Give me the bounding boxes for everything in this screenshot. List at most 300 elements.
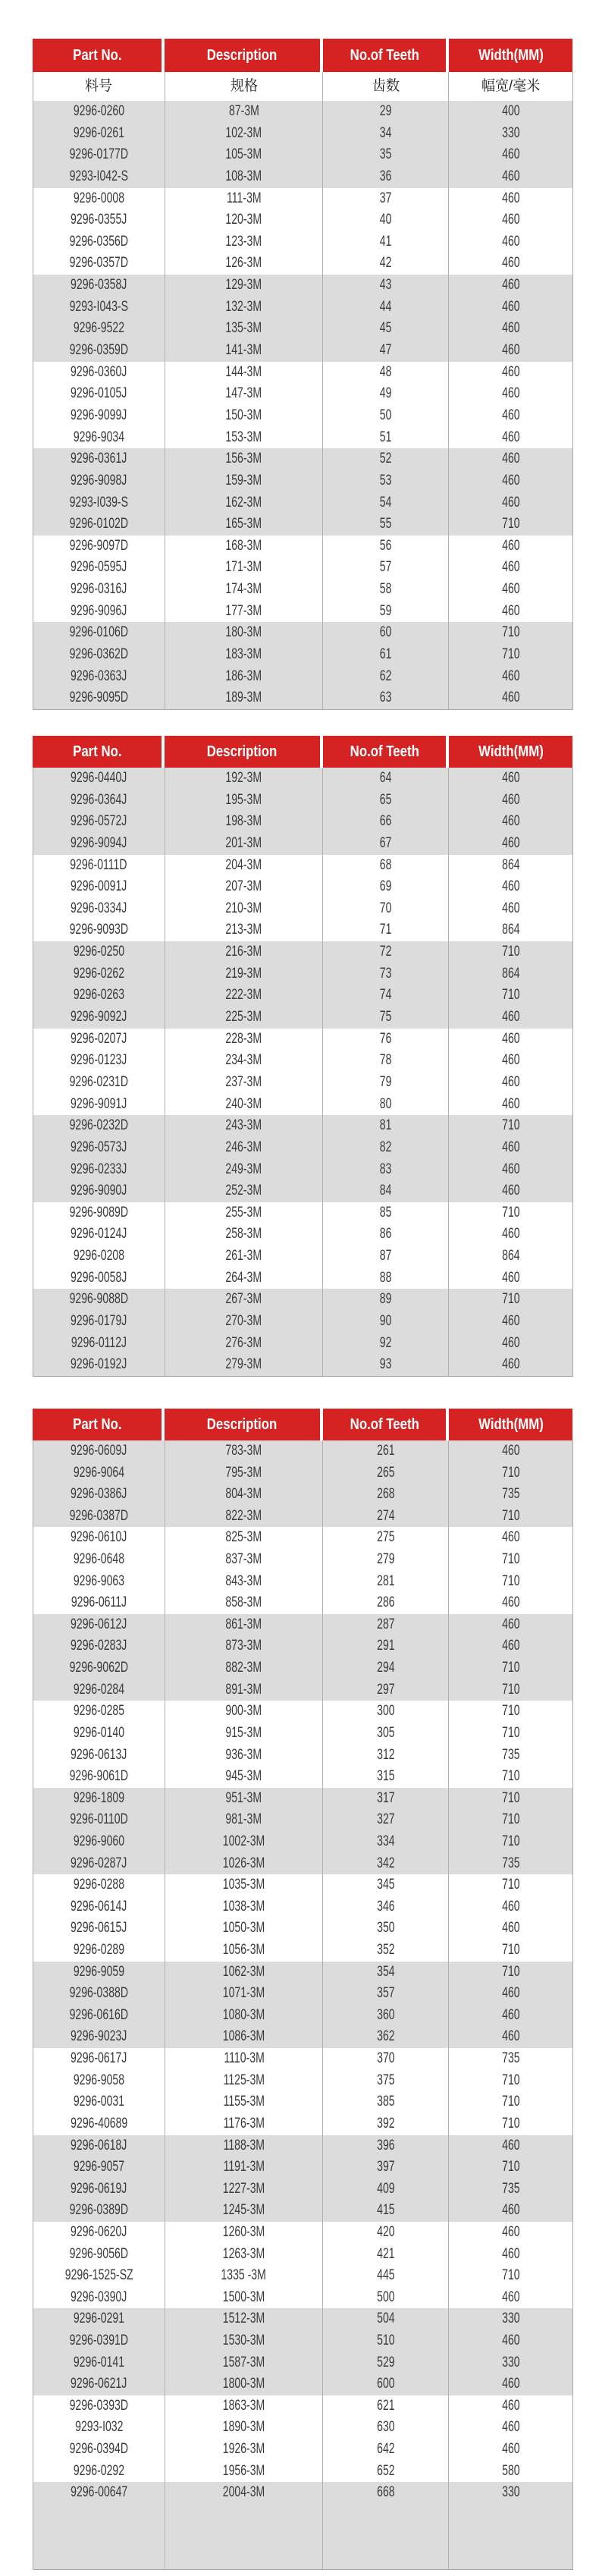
cell-part-no-value: 9296-0285	[73, 1703, 124, 1720]
cell-width-value: 460	[501, 298, 520, 315]
cell-width-value: 460	[501, 2137, 520, 2153]
cell-part-no	[33, 2352, 165, 2374]
cell-width	[449, 144, 572, 166]
cell-width	[449, 2026, 572, 2048]
cell-part-no	[33, 1745, 165, 1767]
cell-description-value: 981-3M	[225, 1811, 262, 1828]
cell-width	[449, 2265, 572, 2287]
cell-description-value: 156-3M	[225, 451, 262, 467]
cell-part-no	[33, 2048, 165, 2070]
cell-description	[165, 2048, 324, 2070]
cell-description	[165, 1094, 324, 1116]
cell-description-value: 843-3M	[225, 1572, 262, 1589]
cell-part-no-value: 9296-9091J	[71, 1095, 127, 1112]
cell-teeth-value: 312	[377, 1746, 395, 1763]
cell-description-value: 825-3M	[225, 1529, 262, 1546]
cell-width-value: 460	[501, 668, 520, 684]
cell-description	[165, 1527, 324, 1549]
cell-width	[449, 340, 572, 362]
cell-description	[165, 1896, 324, 1918]
column-subheader-label: 幅宽/毫米	[481, 78, 541, 94]
table-row	[33, 1333, 572, 1355]
cell-width	[449, 855, 572, 877]
cell-description-value: 1050-3M	[222, 1920, 265, 1937]
table-row	[33, 1115, 572, 1137]
cell-teeth-value: 35	[380, 146, 392, 163]
cell-description	[165, 209, 324, 231]
cell-width	[449, 166, 572, 188]
cell-width-value: 710	[501, 1703, 520, 1720]
cell-description	[165, 2265, 324, 2287]
cell-part-no	[33, 2026, 165, 2048]
table-row	[33, 601, 572, 623]
parts-table-1	[33, 39, 573, 710]
cell-description-value: 132-3M	[225, 298, 262, 315]
cell-width-value: 460	[501, 494, 520, 510]
cell-part-no	[33, 2265, 165, 2287]
cell-description-value: 804-3M	[225, 1486, 262, 1503]
cell-teeth	[323, 2157, 449, 2179]
cell-width	[449, 1809, 572, 1831]
cell-description-value: 174-3M	[225, 581, 262, 598]
cell-part-no	[33, 1072, 165, 1094]
cell-width-value: 330	[501, 2311, 520, 2327]
cell-description	[165, 1745, 324, 1767]
cell-teeth-value: 265	[377, 1464, 395, 1481]
cell-part-no-value: 9296-0393D	[69, 2397, 129, 2414]
cell-part-no-value: 9296-0106D	[69, 624, 129, 641]
cell-description-value: 210-3M	[225, 900, 262, 916]
cell-teeth	[323, 919, 449, 941]
cell-width	[449, 1007, 572, 1029]
cell-description-value: 201-3M	[225, 834, 262, 851]
cell-description-value: 111-3M	[226, 190, 262, 206]
cell-part-no-value: 9296-0289	[73, 1942, 124, 1959]
cell-width-value: 710	[501, 944, 520, 960]
cell-width-value: 460	[501, 1898, 520, 1915]
cell-description-value: 153-3M	[225, 429, 262, 445]
cell-width-value: 460	[501, 1356, 520, 1373]
cell-teeth	[323, 1289, 449, 1311]
cell-teeth	[323, 557, 449, 579]
column-header-label: Description	[207, 1416, 278, 1433]
cell-part-no	[33, 1180, 165, 1202]
cell-part-no-value: 9296-0058J	[71, 1269, 127, 1286]
cell-teeth	[323, 2244, 449, 2266]
cell-width	[449, 919, 572, 941]
cell-teeth-value: 370	[377, 2050, 395, 2067]
column-header	[33, 1409, 165, 1440]
cell-teeth	[323, 231, 449, 253]
cell-description-value: 822-3M	[225, 1507, 262, 1524]
cell-teeth-value: 385	[377, 2094, 395, 2110]
cell-description	[165, 1723, 324, 1745]
table-row	[33, 1657, 572, 1679]
cell-description-value: 951-3M	[225, 1789, 262, 1806]
cell-part-no-value: 9296-0610J	[71, 1529, 127, 1546]
cell-teeth	[323, 1268, 449, 1290]
cell-description-value: 180-3M	[225, 624, 262, 641]
table-row	[33, 297, 572, 319]
cell-width	[449, 2482, 572, 2504]
cell-width	[449, 1592, 572, 1614]
cell-teeth-value: 68	[380, 856, 392, 873]
cell-description-value: 147-3M	[225, 385, 262, 402]
cell-part-no	[33, 2091, 165, 2113]
cell-part-no	[33, 1527, 165, 1549]
cell-width	[449, 2525, 572, 2547]
cell-teeth	[323, 2417, 449, 2439]
cell-teeth	[323, 1701, 449, 1723]
cell-teeth	[323, 1311, 449, 1333]
cell-width-value: 460	[501, 581, 520, 598]
table-row	[33, 275, 572, 297]
column-header	[33, 736, 165, 768]
column-subheader-cn	[33, 72, 165, 101]
table-row	[33, 492, 572, 514]
table-row	[33, 231, 572, 253]
cell-teeth-value: 500	[377, 2289, 395, 2305]
cell-part-no-value: 9296-0232D	[69, 1117, 129, 1134]
cell-description	[165, 2113, 324, 2135]
cell-part-no-value: 9296-0263	[73, 987, 124, 1004]
cell-width-value: 460	[501, 2397, 520, 2414]
cell-description-value: 87-3M	[228, 103, 259, 119]
column-header	[323, 1409, 449, 1440]
cell-teeth-value: 85	[380, 1204, 392, 1220]
cell-description-value: 213-3M	[225, 922, 262, 938]
cell-teeth	[323, 1940, 449, 1962]
table-header-row	[33, 39, 573, 72]
cell-part-no	[33, 2113, 165, 2135]
table-row	[33, 833, 572, 855]
table-row	[33, 1809, 572, 1831]
cell-teeth-value: 80	[380, 1095, 392, 1112]
cell-width-value: 460	[501, 1334, 520, 1351]
cell-part-no-value: 9296-40689	[70, 2115, 127, 2131]
cell-width	[449, 1657, 572, 1679]
cell-width	[449, 2308, 572, 2330]
cell-width-value: 460	[501, 878, 520, 895]
cell-width	[449, 1202, 572, 1224]
cell-teeth	[323, 2547, 449, 2569]
table-row	[33, 123, 572, 145]
cell-width-value: 710	[501, 1117, 520, 1134]
cell-description	[165, 790, 324, 812]
cell-width-value: 460	[501, 1161, 520, 1177]
cell-teeth	[323, 1440, 449, 1462]
cell-part-no-value: 9296-9061D	[69, 1768, 129, 1785]
cell-teeth	[323, 2439, 449, 2461]
cell-part-no	[33, 2244, 165, 2266]
cell-teeth-value: 29	[380, 103, 392, 119]
cell-teeth	[323, 1788, 449, 1810]
cell-teeth	[323, 985, 449, 1007]
cell-description	[165, 919, 324, 941]
cell-width	[449, 1874, 572, 1896]
cell-teeth-value: 89	[380, 1291, 392, 1308]
cell-teeth-value: 354	[377, 1963, 395, 1980]
cell-teeth	[323, 1333, 449, 1355]
cell-part-no-value: 9296-0288	[73, 1877, 124, 1893]
cell-description-value: 126-3M	[225, 255, 262, 272]
cell-part-no	[33, 601, 165, 623]
cell-description-value: 900-3M	[225, 1703, 262, 1720]
cell-part-no	[33, 123, 165, 145]
table-body	[33, 1440, 573, 2570]
cell-part-no-value: 9296-0357D	[69, 255, 129, 272]
cell-width	[449, 1635, 572, 1657]
cell-part-no-value: 9296-0363J	[71, 668, 127, 684]
cell-width	[449, 557, 572, 579]
cell-description	[165, 2395, 324, 2417]
cell-width-value: 460	[501, 602, 520, 619]
cell-teeth	[323, 275, 449, 297]
cell-description	[165, 2244, 324, 2266]
cell-description	[165, 1918, 324, 1940]
cell-part-no-value: 9296-0102D	[69, 516, 129, 532]
cell-description-value: 228-3M	[225, 1030, 262, 1047]
cell-description	[165, 1029, 324, 1051]
cell-width-value: 460	[501, 277, 520, 294]
cell-teeth-value: 92	[380, 1334, 392, 1351]
cell-part-no	[33, 985, 165, 1007]
cell-part-no	[33, 1940, 165, 1962]
cell-width-value: 460	[501, 1920, 520, 1937]
cell-width	[449, 1137, 572, 1159]
cell-teeth-value: 397	[377, 2159, 395, 2175]
cell-teeth-value: 652	[377, 2462, 395, 2479]
cell-width-value: 460	[501, 1095, 520, 1112]
cell-part-no-value: 9296-0613J	[71, 1746, 127, 1763]
cell-teeth	[323, 2525, 449, 2547]
column-subheader-label: 料号	[85, 78, 113, 94]
cell-teeth	[323, 514, 449, 536]
cell-description-value: 1002-3M	[222, 1833, 265, 1849]
cell-part-no	[33, 1788, 165, 1810]
cell-teeth	[323, 1766, 449, 1788]
cell-teeth	[323, 340, 449, 362]
cell-description	[165, 383, 324, 405]
cell-part-no-value: 9296-9062D	[69, 1660, 129, 1676]
cell-teeth	[323, 101, 449, 123]
table-row	[33, 2461, 572, 2483]
cell-part-no-value: 9296-0112J	[71, 1334, 127, 1351]
cell-description-value: 243-3M	[225, 1117, 262, 1134]
cell-width-value: 460	[501, 342, 520, 359]
cell-description-value: 246-3M	[225, 1139, 262, 1155]
cell-teeth	[323, 941, 449, 963]
cell-description	[165, 687, 324, 709]
table-row	[33, 1766, 572, 1788]
cell-part-no	[33, 1635, 165, 1657]
cell-description-value: 177-3M	[225, 602, 262, 619]
cell-teeth-value: 50	[380, 407, 392, 423]
cell-description-value: 882-3M	[225, 1660, 262, 1676]
cell-teeth	[323, 1180, 449, 1202]
cell-teeth	[323, 1592, 449, 1614]
cell-width	[449, 1549, 572, 1571]
cell-width-value: 710	[501, 2094, 520, 2110]
cell-description-value: 1086-3M	[222, 2028, 265, 2045]
cell-teeth	[323, 2179, 449, 2201]
cell-part-no	[33, 2222, 165, 2244]
cell-part-no-value: 9296-9063	[73, 1572, 124, 1589]
cell-width	[449, 1180, 572, 1202]
cell-part-no-value: 9296-0359D	[69, 342, 129, 359]
cell-width-value: 400	[501, 103, 520, 119]
cell-teeth	[323, 1137, 449, 1159]
cell-width	[449, 1962, 572, 1984]
cell-width-value: 460	[501, 2376, 520, 2392]
cell-teeth-value: 352	[377, 1942, 395, 1959]
cell-width	[449, 1224, 572, 1246]
table-row	[33, 1940, 572, 1962]
cell-teeth-value: 291	[377, 1638, 395, 1654]
column-header	[449, 1409, 572, 1440]
cell-width	[449, 1766, 572, 1788]
cell-part-no-value: 9296-9095D	[69, 690, 129, 706]
table-row	[33, 1029, 572, 1051]
cell-description	[165, 1159, 324, 1181]
cell-description	[165, 1440, 324, 1462]
cell-width	[449, 2048, 572, 2070]
cell-width	[449, 2439, 572, 2461]
cell-width	[449, 427, 572, 449]
cell-description	[165, 492, 324, 514]
cell-width	[449, 1853, 572, 1875]
table-row	[33, 2200, 572, 2222]
cell-width	[449, 1311, 572, 1333]
cell-width	[449, 1050, 572, 1072]
cell-part-no-value: 9296-0364J	[71, 791, 127, 808]
cell-width-value: 460	[501, 1269, 520, 1286]
cell-width-value: 710	[501, 1963, 520, 1980]
cell-part-no-value: 9296-0595J	[71, 559, 127, 576]
cell-part-no	[33, 790, 165, 812]
cell-description-value: 1500-3M	[222, 2289, 265, 2305]
cell-description-value: 225-3M	[225, 1009, 262, 1026]
cell-teeth	[323, 2308, 449, 2330]
column-subheader-cn	[449, 72, 572, 101]
cell-part-no-value: 9296-0573J	[71, 1139, 127, 1155]
table-row	[33, 1853, 572, 1875]
cell-teeth-value: 315	[377, 1768, 395, 1785]
cell-teeth-value: 79	[380, 1073, 392, 1090]
cell-teeth-value: 87	[380, 1248, 392, 1264]
cell-part-no	[33, 253, 165, 275]
cell-teeth	[323, 811, 449, 833]
column-subheader-label: 规格	[230, 78, 258, 94]
cell-width	[449, 1268, 572, 1290]
cell-description-value: 1512-3M	[222, 2311, 265, 2327]
cell-part-no-value: 9296-0105J	[71, 385, 127, 402]
cell-teeth	[323, 2135, 449, 2157]
cell-teeth-value: 529	[377, 2354, 395, 2370]
table-row	[33, 188, 572, 210]
cell-width	[449, 876, 572, 898]
cell-part-no-value: 9296-0008	[73, 190, 124, 206]
cell-part-no	[33, 898, 165, 920]
cell-description	[165, 2135, 324, 2157]
cell-teeth-value: 43	[380, 277, 392, 294]
table-row	[33, 2048, 572, 2070]
cell-part-no	[33, 1354, 165, 1376]
cell-part-no-value: 9296-1525-SZ	[64, 2267, 133, 2284]
cell-teeth	[323, 1723, 449, 1745]
cell-part-no	[33, 1766, 165, 1788]
cell-width-value: 460	[501, 1052, 520, 1069]
cell-part-no-value: 9296-1809	[73, 1789, 124, 1806]
cell-width-value: 864	[501, 965, 520, 982]
cell-width	[449, 362, 572, 384]
cell-description-value: 1587-3M	[222, 2354, 265, 2370]
cell-description	[165, 601, 324, 623]
table-row	[33, 941, 572, 963]
cell-part-no-value: 9296-0361J	[71, 451, 127, 467]
cell-width	[449, 1506, 572, 1528]
cell-part-no-value: 9296-9096J	[71, 602, 127, 619]
cell-teeth-value: 297	[377, 1681, 395, 1698]
cell-teeth	[323, 2113, 449, 2135]
cell-teeth-value: 84	[380, 1183, 392, 1199]
cell-description	[165, 2287, 324, 2309]
cell-teeth	[323, 622, 449, 644]
cell-description	[165, 2547, 324, 2569]
cell-teeth-value: 53	[380, 472, 392, 488]
cell-width-value: 710	[501, 1942, 520, 1959]
cell-teeth-value: 350	[377, 1920, 395, 1937]
table-row	[33, 2287, 572, 2309]
cell-description	[165, 1007, 324, 1029]
cell-teeth	[323, 1354, 449, 1376]
cell-teeth-value: 36	[380, 168, 392, 184]
cell-description-value: 195-3M	[225, 791, 262, 808]
cell-teeth	[323, 470, 449, 492]
column-header	[165, 1409, 323, 1440]
cell-description	[165, 1506, 324, 1528]
cell-description	[165, 1333, 324, 1355]
cell-teeth-value: 61	[380, 646, 392, 663]
cell-width	[449, 1983, 572, 2005]
cell-part-no-value: 9296-0292	[73, 2462, 124, 2479]
cell-teeth-value: 73	[380, 965, 392, 982]
cell-description-value: 264-3M	[225, 1269, 262, 1286]
cell-description	[165, 1462, 324, 1484]
cell-teeth	[323, 2352, 449, 2374]
cell-width-value: 460	[501, 1226, 520, 1242]
table-row	[33, 2026, 572, 2048]
cell-teeth-value: 305	[377, 1724, 395, 1741]
cell-description-value: 1227-3M	[222, 2180, 265, 2197]
cell-description	[165, 1701, 324, 1723]
column-header-label: Width(MM)	[478, 743, 544, 760]
cell-teeth	[323, 144, 449, 166]
cell-width	[449, 2135, 572, 2157]
cell-width	[449, 253, 572, 275]
parts-table-3	[33, 1409, 573, 2570]
cell-part-no-value: 9296-0124J	[71, 1226, 127, 1242]
parts-table-2	[33, 736, 573, 1377]
cell-teeth	[323, 1029, 449, 1051]
table-row	[33, 448, 572, 470]
cell-teeth-value: 75	[380, 1009, 392, 1026]
cell-width-value: 460	[501, 1139, 520, 1155]
cell-part-no	[33, 1549, 165, 1571]
cell-teeth	[323, 1094, 449, 1116]
cell-part-no	[33, 2287, 165, 2309]
cell-description	[165, 2091, 324, 2113]
